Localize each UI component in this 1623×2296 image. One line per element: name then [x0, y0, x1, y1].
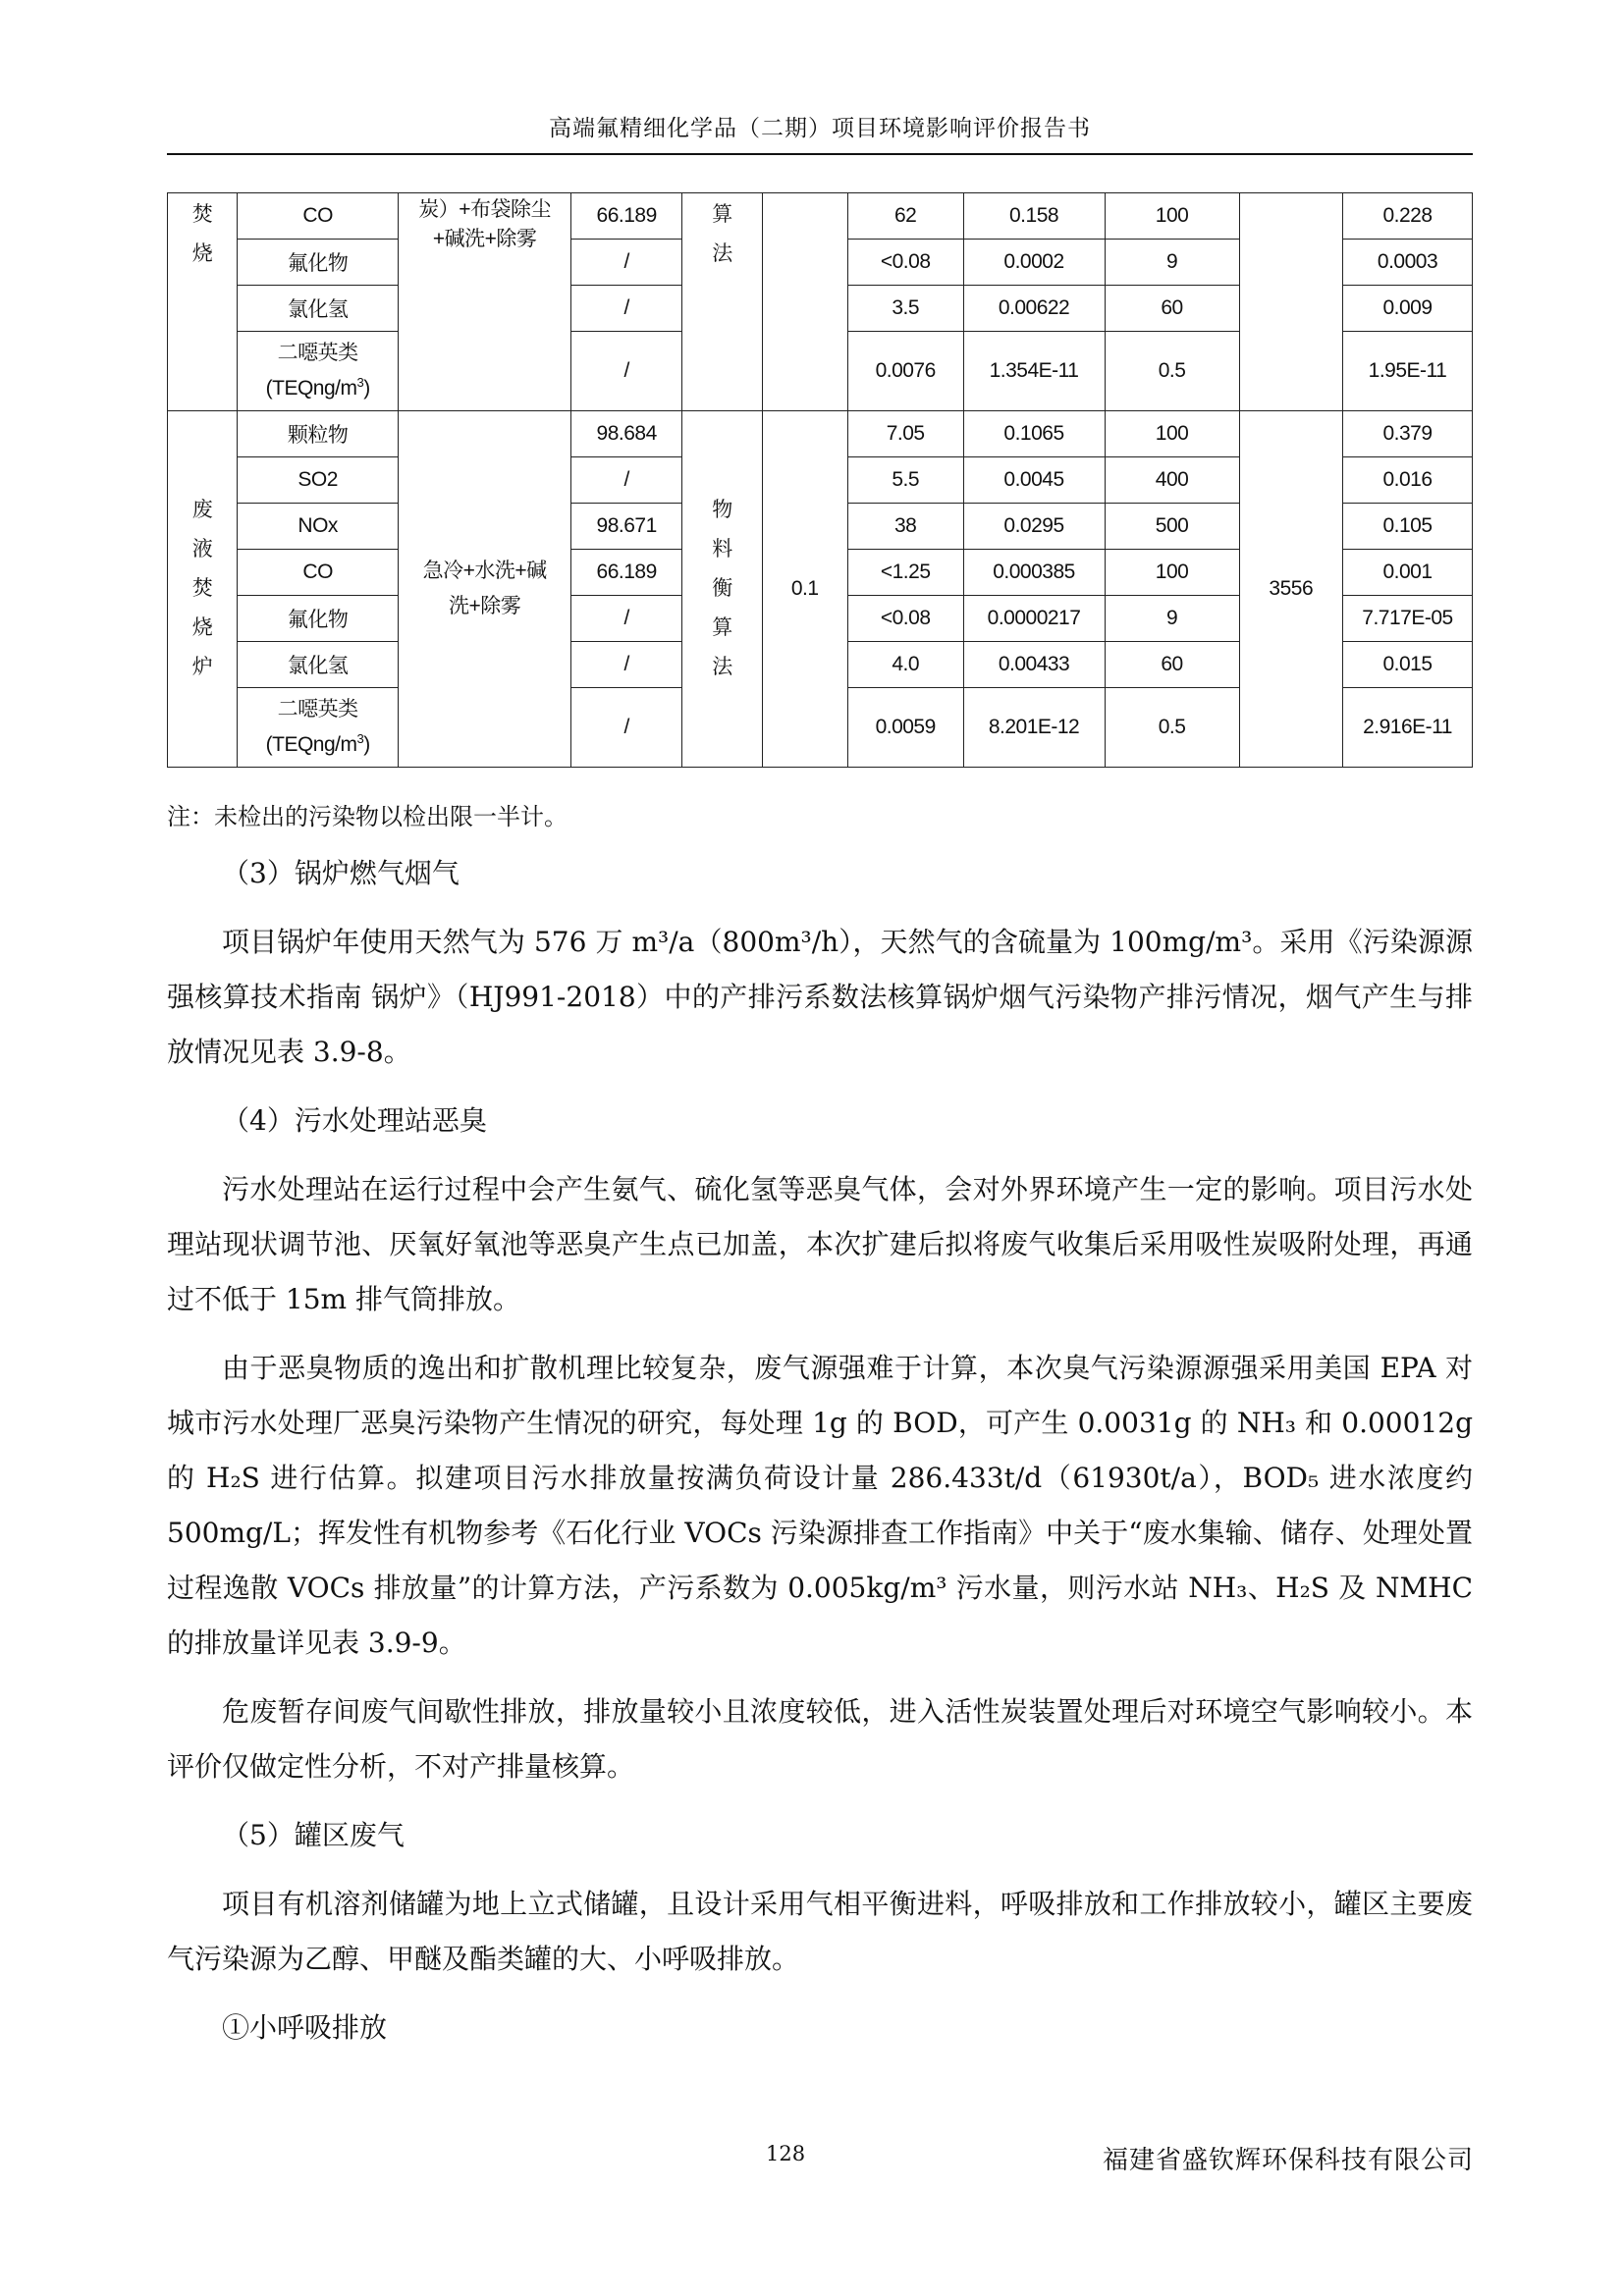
annual-cell: 0.228 [1343, 193, 1473, 240]
efficiency-cell: / [570, 688, 682, 768]
section-title: （3）锅炉燃气烟气 [222, 857, 460, 889]
section-title: （5）罐区废气 [222, 1819, 405, 1851]
paragraph: 污水处理站在运行过程中会产生氨气、硫化氢等恶臭气体，会对外界环境产生一定的影响。项目污水处理站现状调节池、厌氧好氧池等恶臭产生点已加盖，本次扩建后拟将废气收集后采用吸性炭吸附处理，再通过不低于 15m 排气筒排放。 [167, 1173, 1473, 1315]
pollutant-cell: 氯化氢 [238, 642, 399, 688]
annual-cell: 0.015 [1343, 642, 1473, 688]
dioxin-label: 二噁英类 [277, 698, 358, 721]
conc-cell: 0.0059 [847, 688, 963, 768]
conc-cell: <1.25 [847, 550, 963, 596]
pollutant-cell: SO2 [238, 457, 399, 504]
table-row [168, 411, 1473, 457]
annual-cell: 0.009 [1343, 286, 1473, 332]
section-title: （4）污水处理站恶臭 [222, 1104, 487, 1137]
efficiency-cell: 66.189 [570, 193, 682, 240]
paragraph: 项目有机溶剂储罐为地上立式储罐，且设计采用气相平衡进料，呼吸排放和工作排放较小，罐区主要废气污染源为乙醇、甲醚及酯类罐的大、小呼吸排放。 [167, 1888, 1473, 1975]
page-number: 128 [766, 2142, 806, 2165]
pollutant-cell: CO [238, 193, 399, 240]
pollutant-cell [238, 332, 399, 411]
company-name: 福建省盛钦辉环保科技有限公司 [1102, 2146, 1474, 2175]
limit-cell: 0.5 [1105, 688, 1239, 768]
rate-cell: 0.000385 [963, 550, 1105, 596]
emission-table [167, 192, 1473, 768]
rate-cell: 8.201E-12 [963, 688, 1105, 768]
annual-cell: 0.016 [1343, 457, 1473, 504]
efficiency-cell: 98.671 [570, 504, 682, 550]
efficiency-cell: / [570, 332, 682, 411]
annual-cell: 7.717E-05 [1343, 596, 1473, 642]
pollutant-cell: CO [238, 550, 399, 596]
dioxin-label: 二噁英类 [277, 342, 358, 364]
pollutant-cell: 氯化氢 [238, 286, 399, 332]
rate-cell: 0.1065 [963, 411, 1105, 457]
pollutant-cell: 氟化物 [238, 596, 399, 642]
limit-cell: 60 [1105, 642, 1239, 688]
dioxin-unit: $(TEQng/m^3)$ [265, 375, 370, 400]
conc-cell: 3.5 [847, 286, 963, 332]
conc-cell: <0.08 [847, 596, 963, 642]
rate-cell: 0.0045 [963, 457, 1105, 504]
paragraph: 危废暂存间废气间歇性排放，排放量较小且浓度较低，进入活性炭装置处理后对环境空气影响较小。本评价仅做定性分析，不对产排量核算。 [167, 1695, 1473, 1783]
document-header [167, 110, 1473, 155]
method-cell: 物 料 衡 算 法 [682, 411, 762, 768]
table-row [168, 193, 1473, 240]
limit-cell: 100 [1105, 550, 1239, 596]
rate-cell: 0.158 [963, 193, 1105, 240]
annual-cell: 2.916E-11 [1343, 688, 1473, 768]
annual-cell: 0.105 [1343, 504, 1473, 550]
efficiency-cell: / [570, 642, 682, 688]
height-cell [762, 193, 847, 411]
sub-title: ①小呼吸排放 [222, 2011, 388, 2044]
rate-cell: 0.0295 [963, 504, 1105, 550]
dioxin-unit: $(TEQng/m^3)$ [265, 731, 370, 756]
conc-cell: 62 [847, 193, 963, 240]
pollutant-cell: 氟化物 [238, 240, 399, 286]
efficiency-cell: 98.684 [570, 411, 682, 457]
annual-cell: 0.001 [1343, 550, 1473, 596]
annual-cell: 1.95E-11 [1343, 332, 1473, 411]
efficiency-cell: / [570, 286, 682, 332]
paragraph: 项目锅炉年使用天然气为 576 万 m³/a（800m³/h），天然气的含硫量为 100mg/m³。采用《污染源源强核算技术指南 锅炉》（HJ991-2018）中的产排污系数法核算锅炉烟气污染物产排污情况，烟气产生与排放情况见表 3.9-8。 [167, 926, 1473, 1068]
limit-cell: 500 [1105, 504, 1239, 550]
rate-cell: 1.354E-11 [963, 332, 1105, 411]
annual-cell: 0.0003 [1343, 240, 1473, 286]
conc-cell: 38 [847, 504, 963, 550]
limit-cell: 60 [1105, 286, 1239, 332]
conc-cell: <0.08 [847, 240, 963, 286]
limit-cell: 9 [1105, 240, 1239, 286]
efficiency-cell: / [570, 457, 682, 504]
efficiency-cell: / [570, 596, 682, 642]
rate-cell: 0.0002 [963, 240, 1105, 286]
source-name: 焚 烧 [168, 193, 238, 411]
pollutant-cell [238, 688, 399, 768]
rate-cell: 0.00433 [963, 642, 1105, 688]
limit-cell: 100 [1105, 193, 1239, 240]
height-cell: 0.1 [762, 411, 847, 768]
hours-cell [1239, 193, 1343, 411]
efficiency-cell: 66.189 [570, 550, 682, 596]
efficiency-cell: / [570, 240, 682, 286]
rate-cell: 0.0000217 [963, 596, 1105, 642]
conc-cell: 0.0076 [847, 332, 963, 411]
source-name: 废 液 焚 烧 炉 [168, 411, 238, 768]
treatment-cell: 炭）+布袋除尘+碱洗+除雾 [399, 193, 571, 411]
limit-cell: 0.5 [1105, 332, 1239, 411]
conc-cell: 7.05 [847, 411, 963, 457]
conc-cell: 4.0 [847, 642, 963, 688]
pollutant-cell: NOx [238, 504, 399, 550]
paragraph: 由于恶臭物质的逸出和扩散机理比较复杂，废气源强难于计算，本次臭气污染源源强采用美国 EPA 对城市污水处理厂恶臭污染物产生情况的研究，每处理 1g 的 BOD，可产生 0.0031g 的 NH₃ 和 0.00012g 的 H₂S 进行估算。拟建项目污水排放量按满负荷设计量 286.433t/d（61930t/a），BOD₅ 进水浓度约 500mg/L；挥发性有机物参考《石化行业 VOCs 污染源排查工作指南》中关于“废水集输、储存、处理处置过程逸散 VOCs 排放量”的计算方法，产污系数为 0.005kg/m³ 污水量，则污水站 NH₃、H₂S 及 NMHC 的排放量详见表 3.9-9。 [167, 1352, 1473, 1659]
method-cell: 算 法 [682, 193, 762, 411]
hours-cell: 3556 [1239, 411, 1343, 768]
limit-cell: 400 [1105, 457, 1239, 504]
limit-cell: 100 [1105, 411, 1239, 457]
pollutant-cell: 颗粒物 [238, 411, 399, 457]
annual-cell: 0.379 [1343, 411, 1473, 457]
conc-cell: 5.5 [847, 457, 963, 504]
rate-cell: 0.00622 [963, 286, 1105, 332]
table-note: 注：未检出的污染物以检出限一半计。 [167, 803, 568, 830]
document-title: 高端氟精细化学品（二期）项目环境影响评价报告书 [549, 116, 1091, 141]
limit-cell: 9 [1105, 596, 1239, 642]
body-text [167, 846, 1473, 2056]
treatment-cell: 急冷+水洗+碱洗+除雾 [399, 411, 571, 768]
